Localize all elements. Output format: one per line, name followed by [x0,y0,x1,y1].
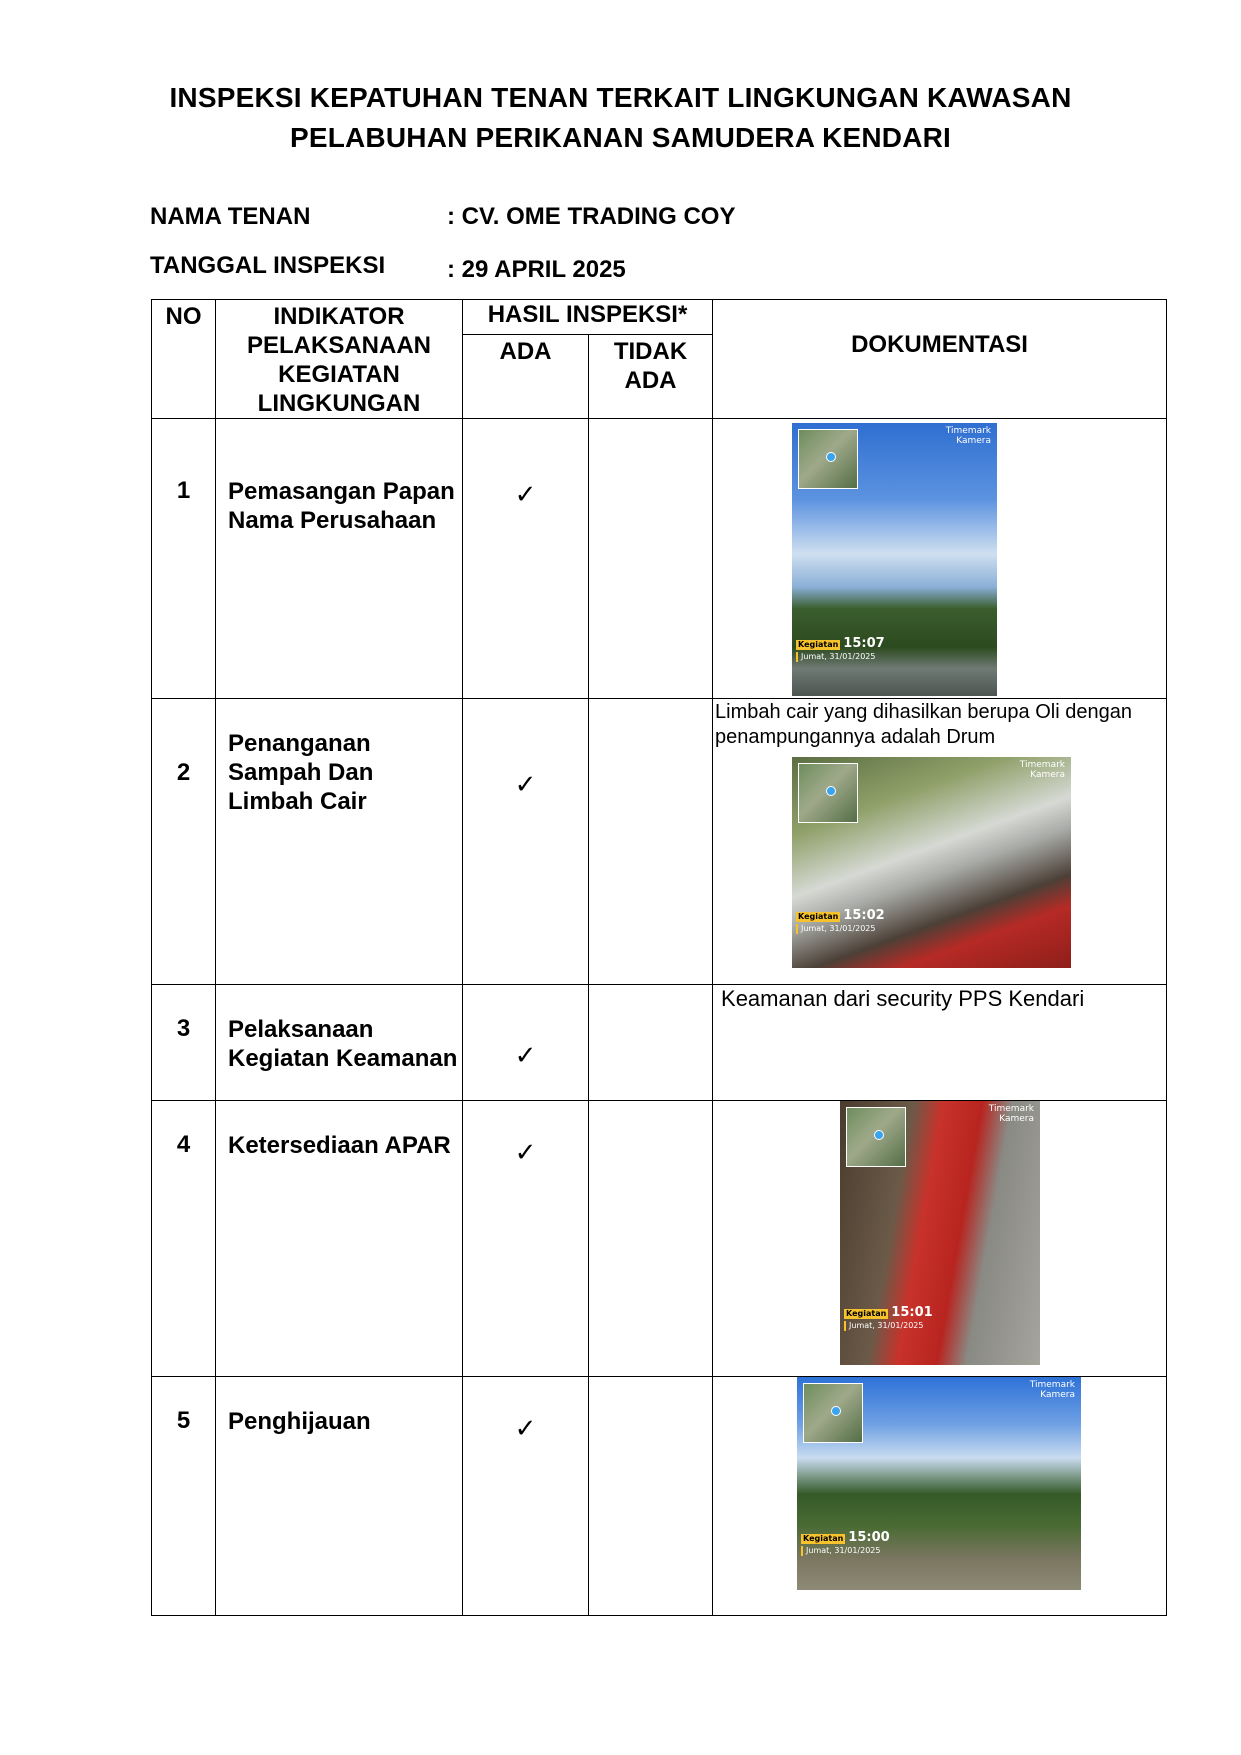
watermark-brand: Timemark Kamera [945,426,992,446]
check-ada: ✓ [463,419,589,699]
documentation-cell [713,1101,1167,1377]
row-indicator: Penghijauan [216,1377,463,1616]
map-thumbnail [846,1107,906,1167]
check-tidak-ada [589,419,713,699]
row-indicator: Pelaksanaan Kegiatan Keamanan [216,985,463,1101]
row-number: 1 [152,419,216,699]
photo-stamp: Kegiatan 15:01 Jumat, 31/01/2025 [846,1305,933,1330]
photo-greenery [797,1377,1081,1590]
title-line-1: INSPEKSI KEPATUHAN TENAN TERKAIT LINGKUNGAN KAWASAN [169,82,1072,113]
watermark-brand: Timemark Kamera [1029,1380,1076,1400]
photo-stamp: Kegiatan 15:00 Jumat, 31/01/2025 [803,1530,890,1555]
photo-fire-extinguisher [840,1101,1040,1365]
table-row [152,985,1167,1101]
documentation-cell [713,1377,1167,1616]
header-indicator: INDIKATOR PELAKSANAAN KEGIATAN LINGKUNGAN [216,300,463,419]
row-indicator: Pemasangan Papan Nama Perusahaan [216,419,463,699]
tenant-label: NAMA TENAN [150,203,311,230]
map-thumbnail [798,429,858,489]
table-row [152,419,1167,699]
inspection-table [151,299,1167,1616]
row-number: 3 [152,985,216,1101]
row-number: 5 [152,1377,216,1616]
check-ada: ✓ [463,1101,589,1377]
row-indicator: Penanganan Sampah Dan Limbah Cair [216,699,463,985]
check-ada: ✓ [463,1377,589,1616]
table-row [152,1377,1167,1616]
check-tidak-ada [589,1101,713,1377]
documentation-cell [713,419,1167,699]
header-result: HASIL INSPEKSI* [463,300,713,335]
date-label: TANGGAL INSPEKSI [150,252,386,279]
photo-stamp: Kegiatan 15:07 Jumat, 31/01/2025 [798,636,885,661]
title-line-2: PELABUHAN PERIKANAN SAMUDERA KENDARI [289,122,952,153]
documentation-note: Limbah cair yang dihasilkan berupa Oli dengan penampungannya adalah Drum [715,701,1132,748]
check-ada: ✓ [463,699,589,985]
check-ada: ✓ [463,985,589,1101]
header-no: NO [152,300,216,419]
watermark-brand: Timemark Kamera [1019,760,1066,780]
row-indicator: Ketersediaan APAR [216,1101,463,1377]
documentation-note: Keamanan dari security PPS Kendari [713,985,1167,1101]
check-tidak-ada [589,699,713,985]
header-documentation: DOKUMENTASI [713,300,1167,419]
map-thumbnail [803,1383,863,1443]
photo-company-sign [792,423,997,696]
photo-oil-drums [792,757,1071,968]
photo-stamp: Kegiatan 15:02 Jumat, 31/01/2025 [798,908,885,933]
header-tidak-ada: TIDAK ADA [589,335,713,419]
check-tidak-ada [589,985,713,1101]
watermark-brand: Timemark Kamera [988,1104,1035,1124]
table-row [152,1101,1167,1377]
check-tidak-ada [589,1377,713,1616]
date-value: : 29 APRIL 2025 [447,256,626,283]
documentation-cell [713,699,1167,985]
row-number: 4 [152,1101,216,1377]
map-thumbnail [798,763,858,823]
table-row [152,699,1167,985]
tenant-value: : CV. OME TRADING COY [447,203,736,230]
header-ada: ADA [463,335,589,419]
document-title [0,78,1241,158]
row-number: 2 [152,699,216,985]
